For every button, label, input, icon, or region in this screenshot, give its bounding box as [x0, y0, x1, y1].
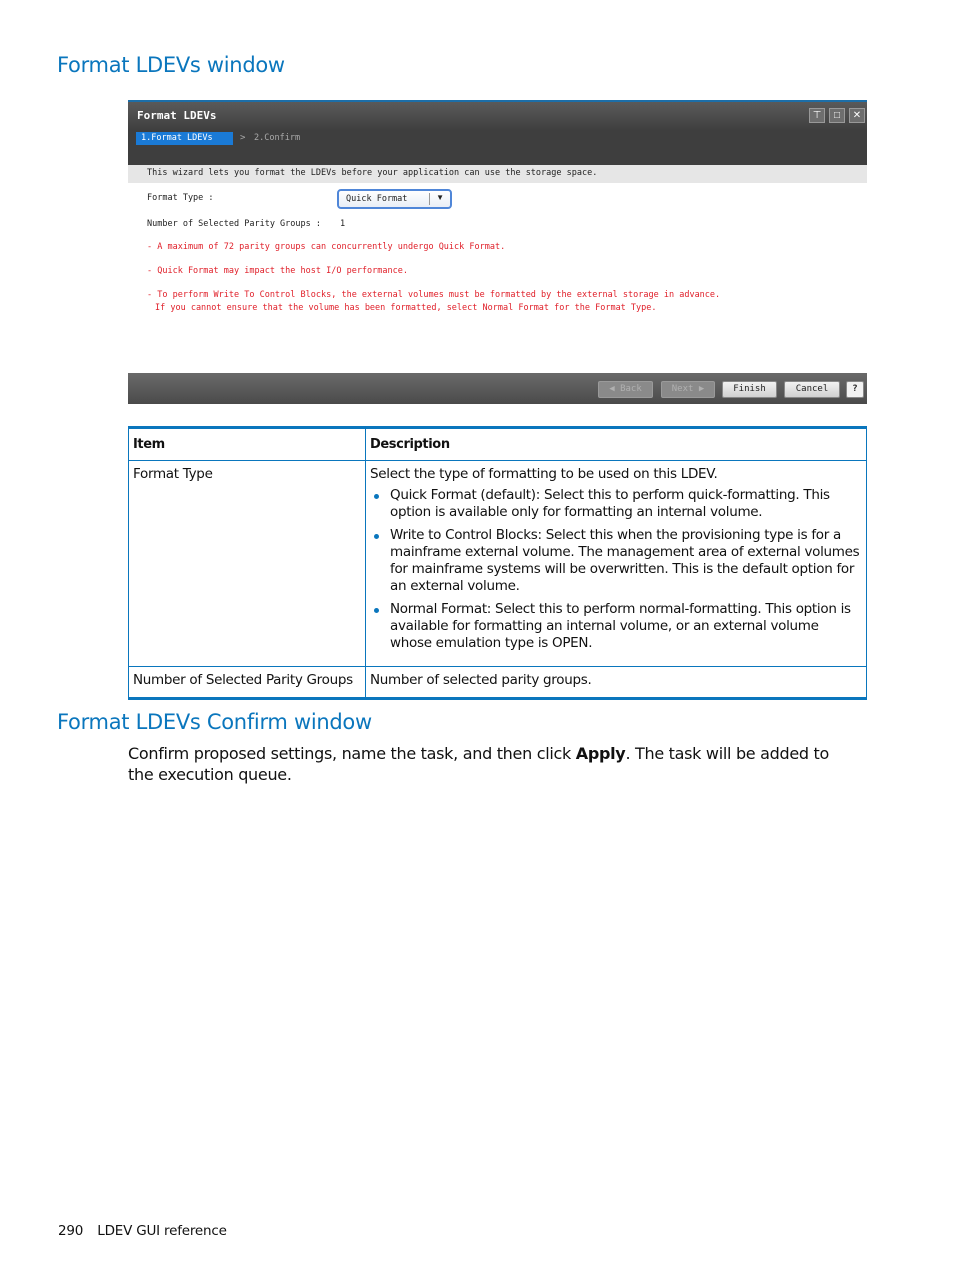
wizard-intro: [128, 165, 867, 183]
table-row: [129, 461, 867, 667]
list-item: Write to Control Blocks: Select this when the provisioning type is for a mainframe external volume. The management area of external volumes for mainframe systems will be overwritten. This is the default option for an external volume.: [390, 527, 862, 595]
section-title-format-ldevs: Format LDEVs window: [57, 53, 285, 77]
chevron-down-icon: ▼: [436, 193, 444, 202]
page-number: 290: [58, 1223, 84, 1239]
format-ldevs-dialog-screenshot: [128, 100, 867, 404]
parity-groups-value: 1: [340, 219, 346, 229]
format-type-intro: Select the type of formatting to be used on this LDEV.: [370, 466, 718, 482]
apply-keyword: Apply: [575, 744, 626, 763]
dialog-footer: [128, 373, 867, 404]
wizard-intro-text: This wizard lets you format the LDEVs before your application can use the storage space.: [147, 168, 598, 178]
maximize-icon[interactable]: □: [829, 108, 845, 123]
row-format-type-item: Format Type: [129, 461, 366, 667]
confirm-text-end: . The task will be added to the execution queue.: [128, 744, 829, 784]
format-ldevs-table: [128, 426, 867, 700]
format-type-options: [370, 487, 862, 652]
list-item: Normal Format: Select this to perform normal-formatting. This option is available for formatting an internal volume, or an external volume whose emulation type is OPEN.: [390, 601, 862, 652]
warning-write-control-blocks: - To perform Write To Control Blocks, the external volumes must be formatted by the external storage in advance.: [147, 290, 721, 300]
close-icon[interactable]: ✕: [849, 108, 865, 123]
pin-icon[interactable]: ⊤: [809, 108, 825, 123]
warning-host-io: - Quick Format may impact the host I/O performance.: [147, 266, 408, 276]
list-item: Quick Format (default): Select this to perform quick-formatting. This option is available only for formatting an internal volume.: [390, 487, 862, 521]
warning-max-parity: - A maximum of 72 parity groups can concurrently undergo Quick Format.: [147, 242, 506, 252]
help-icon[interactable]: ?: [846, 381, 864, 398]
header-description: Description: [366, 428, 867, 461]
step-confirm: 2.Confirm: [254, 133, 301, 143]
format-type-value: Quick Format: [346, 194, 408, 204]
wizard-steps: [128, 130, 867, 165]
warning-normal-format: If you cannot ensure that the volume has been formatted, select Normal Format for the Format Type.: [155, 303, 657, 313]
format-type-label: Format Type :: [147, 193, 214, 203]
header-item: Item: [129, 428, 366, 461]
section-title-confirm: Format LDEVs Confirm window: [57, 710, 372, 734]
confirm-text-start: Confirm proposed settings, name the task, and then click: [128, 744, 576, 763]
step-format-ldevs: 1.Format LDEVs: [136, 132, 233, 145]
page-footer: [58, 1223, 227, 1239]
cancel-button[interactable]: Cancel: [784, 381, 840, 398]
format-type-select[interactable]: [337, 189, 452, 209]
next-button[interactable]: Next ▶: [661, 381, 715, 398]
table-row: [129, 667, 867, 699]
dialog-title: Format LDEVs: [137, 109, 217, 122]
dialog-title-bar: [128, 100, 867, 130]
row-parity-item: Number of Selected Parity Groups: [129, 667, 366, 699]
footer-section: LDEV GUI reference: [97, 1223, 227, 1239]
row-format-type-description: [366, 461, 867, 667]
back-button[interactable]: ◀ Back: [598, 381, 653, 398]
finish-button[interactable]: Finish: [722, 381, 777, 398]
step-arrow-icon: >: [240, 133, 246, 143]
row-parity-description: Number of selected parity groups.: [366, 667, 867, 699]
parity-groups-label: Number of Selected Parity Groups :: [147, 219, 321, 229]
confirm-paragraph: [128, 743, 858, 785]
